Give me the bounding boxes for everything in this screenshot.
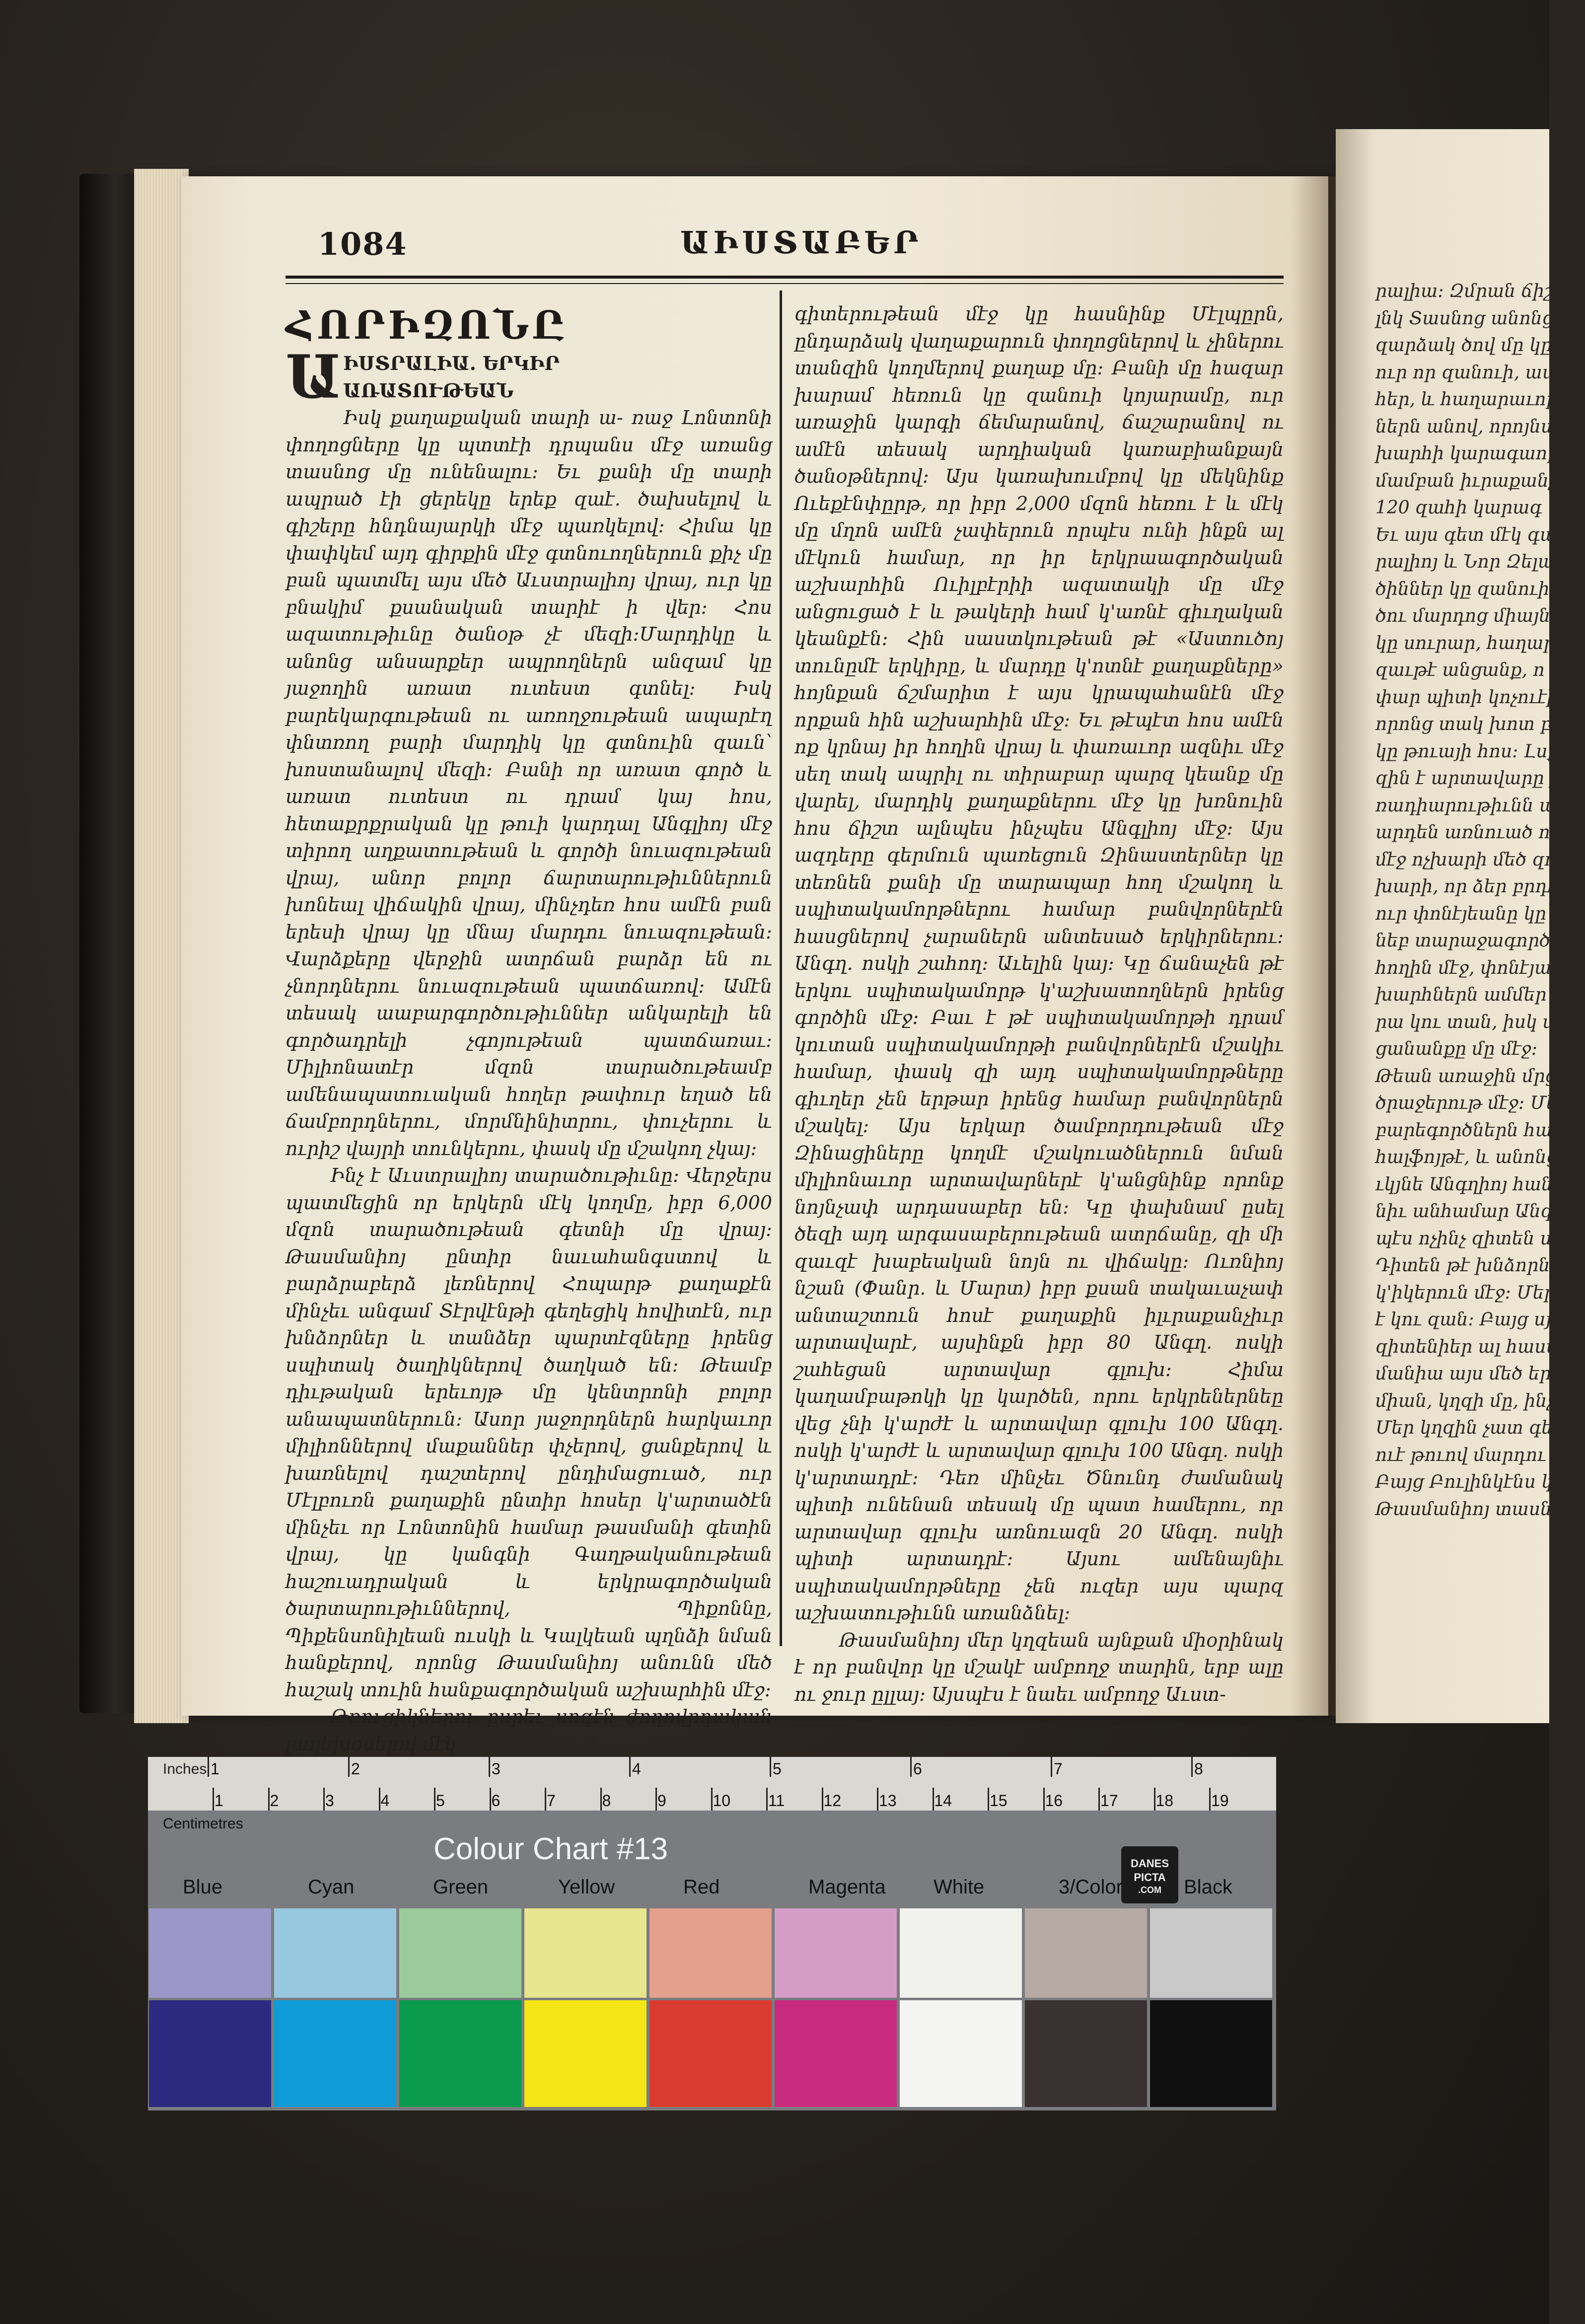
- cm-tick: [988, 1788, 989, 1811]
- facing-page-line: հալֆոյթէ, և անոնց: [1375, 1147, 1558, 1167]
- cm-tick-label: 10: [713, 1792, 731, 1810]
- cm-tick-label: 8: [602, 1792, 611, 1810]
- inch-tick-label: 1: [211, 1760, 219, 1778]
- facing-page-line: Թասմանիոյ տասնաս: [1375, 1499, 1581, 1520]
- facing-page-line: է կու զան։ Բայց սյս: [1375, 1309, 1563, 1330]
- swatch-label: Black: [1184, 1876, 1232, 1898]
- cm-tick: [379, 1788, 380, 1811]
- facing-page-line: ուր որ զանուի, աառն: [1375, 362, 1583, 383]
- facing-page-line: Դիտեն թէ խնձորներ: [1375, 1255, 1573, 1276]
- facing-page-line: Թեան առաջին մրցան: [1375, 1066, 1585, 1087]
- byline-line-1: ԻՍՏՐԱԼԻԱ. ԵՐԿԻՐ: [343, 352, 560, 374]
- cm-tick-label: 17: [1100, 1792, 1118, 1810]
- cm-tick-label: 9: [657, 1792, 666, 1810]
- swatch-dark: [649, 2000, 772, 2107]
- facing-page-line: ուր փոնէյեանը կը: [1375, 903, 1547, 924]
- inch-tick: [348, 1757, 350, 1777]
- logo-line: PICTA: [1134, 1871, 1166, 1884]
- inches-label: Inches: [163, 1761, 207, 1777]
- header-rule-thin: [286, 283, 1284, 284]
- swatch-dark: [149, 2000, 271, 2107]
- byline-2: ԱՌԱՏՈՒԹԵԱՆ: [343, 379, 514, 402]
- paragraph: Թռուցիկներու ըսրեւ սոգէն ժողովրդական լաղեխօսելով մէկ: [286, 1706, 772, 1755]
- swatch-label: Cyan: [308, 1876, 355, 1898]
- cm-tick: [655, 1788, 657, 1811]
- facing-page-line: րալիոյ և Նոր Զելան: [1375, 552, 1566, 572]
- cm-tick: [434, 1788, 435, 1811]
- inch-tick-label: 8: [1194, 1760, 1203, 1778]
- swatch-dark: [274, 2000, 396, 2107]
- cm-tick: [490, 1788, 491, 1811]
- swatch-dark: [900, 2000, 1022, 2107]
- logo-line: .COM: [1138, 1885, 1161, 1895]
- cm-tick-label: 1: [215, 1792, 223, 1810]
- swatch-label: White: [934, 1876, 985, 1898]
- inch-tick-label: 3: [492, 1760, 501, 1778]
- cm-tick: [213, 1788, 214, 1811]
- swatch-label: Magenta: [808, 1876, 886, 1898]
- facing-page-text: [1375, 278, 1585, 1520]
- facing-page-line: մանիա այս մեծ երկրի: [1375, 1364, 1585, 1384]
- facing-page-line: հեր, և հաղարաւոր: [1375, 389, 1558, 410]
- facing-page-line: ցանանքը մը մէջ։: [1375, 1039, 1537, 1059]
- swatch-light: [399, 1908, 521, 1998]
- cm-tick-label: 18: [1155, 1792, 1174, 1810]
- inch-tick-label: 6: [913, 1760, 922, 1778]
- facing-page-line: խարհներն ամմեր ա: [1375, 985, 1570, 1005]
- facing-page-line: Եւ այս գետ մէկ գա: [1375, 524, 1557, 545]
- facing-page-line: արդեն առնուած ու: [1375, 822, 1559, 843]
- facing-page-line: րա կու տան, իսկ մեն: [1375, 1012, 1577, 1032]
- facing-page-line: միան, կղզի մը, ինչ: [1375, 1390, 1554, 1411]
- cm-tick-label: 16: [1045, 1792, 1063, 1810]
- cm-tick: [933, 1788, 934, 1811]
- swatch-label: Blue: [183, 1876, 223, 1898]
- inch-tick: [910, 1757, 912, 1777]
- swatch-dark: [524, 2000, 647, 2107]
- article-title: ՀՈՐԻԶՈՆԸ: [286, 303, 568, 348]
- facing-page-line: զարձակ ծով մը կը: [1375, 335, 1552, 356]
- facing-page-line: խարի, որ ձեր բրդէ: [1375, 876, 1557, 897]
- cm-tick-label: 11: [768, 1792, 785, 1810]
- cm-tick: [711, 1788, 713, 1811]
- facing-page-line: փար պիտի կոչուէին: [1375, 687, 1570, 708]
- cm-tick: [600, 1788, 602, 1811]
- book-gutter: [1291, 176, 1336, 1716]
- book-cover-edge: [79, 174, 139, 1713]
- swatch-light: [1150, 1908, 1272, 1998]
- swatch-dark: [775, 2000, 897, 2107]
- swatch-light: [274, 1908, 396, 1998]
- facing-page-line: բարեգործներն հարի: [1375, 1120, 1575, 1141]
- running-title: ԱԻՍՏԱԲԵՐ: [680, 224, 923, 261]
- swatch-dark: [1150, 2000, 1272, 2107]
- cm-tick: [877, 1788, 878, 1811]
- ruler: [148, 1757, 1276, 1811]
- inch-tick-label: 2: [351, 1760, 360, 1778]
- swatch-label: Green: [433, 1876, 489, 1898]
- facing-page-line: պէս ոչինչ զիտեն սա: [1375, 1228, 1569, 1249]
- swatch-dark: [1025, 2000, 1147, 2107]
- facing-page-line: ուէ թուով մարդու: [1375, 1445, 1546, 1465]
- right-column: [794, 300, 1284, 1705]
- facing-page-line: կը թուայի հոս։ Լսք: [1375, 741, 1559, 762]
- header-rule: [286, 276, 1284, 279]
- inch-tick: [208, 1757, 209, 1777]
- swatch-label: 3/Color: [1059, 1876, 1123, 1898]
- inch-tick-label: 7: [1054, 1760, 1063, 1778]
- cm-tick-label: 5: [436, 1792, 445, 1810]
- inch-tick: [629, 1757, 631, 1777]
- paragraph: գիտերութեան մէջ կը հասնինք Մէլպըրն, ընդարձակ վաղաքարուն փողոցներով և չիներու տանզին կողմերով քաղաք մը։ Բանի մը հազար խարամ հեռուն կը զանուի կոյարամը, ուր առաջին կարգի ճեմարանով, ճաշարանով ու ամէն տեսակ արդիական կառաբիանքայն ծանօթներով։ Այս կառախումբով կը մեկնինք Ուեքէնփըրթ, որ իբր 2,000 մզոն հեռու է և մէկ մը մղոն ամէն չափերուն որպէս ունի ինքն ալ մէկուն համար, որ իր երկրաագործական աշխարհին Ուիլբէրիի ազատակի մը մէջ անցուցած է և թակերի համ կ'առնէ գիւղական կեանքէն։ Հին սաստկութեան թէ «Աստուծոյ տունըմէ երկիրը, և մարդը կ'ոտնէ քաղաքները» հոյնքան ճշմարիտ է այս կրապահանէն մէջ որքան հին աշխարհին մէջ։ Եւ թէպէտ հոս ամէն ոք կրնայ իր հողին վրայ և փառաւոր ազնիւ մէջ սեղ տակ ապրիլ ու տիրաբար պարզ կեանք մը վարել, մարդիկ քաղաքներու մէջ կը խռնուին հոս ճիշտ ալնպես ինչպես Անգլիոյ մէջ։ Այս ազդերը գերմուն պառեցուն Զինաստերներ կը տեռնեն քանի մը տարապար հող մշակող և սպիտակամորթներու համար բանվորներէն հասցներով չարաներն անտեսած երկիրներու։ Անգղ. ոսկի շահող։ Աւելին կայ։ Կը ճանաչեն թէ երկու սպիտակամորթ կ'աշխատողներն իրենց գործին մէջ։ Բաւ է թէ սպիտակամորթի դրամ կուտան սպիտակամորթի բանվորներէն մշակիւ համար, փասկ զի այդ սպիտակամորթները գիւղեր չեն երթար իրենց համար բանվորներն մշակել։ Այս երկար ծամբորդութեան մէջ Զինացիները կողմէ մշակուածներուն նման միլիոնաւոր արտավարներէ կ'անցնինք որոնք նոյնչափ արդասաբեր են։ Կը փախնամ ըսել ծեզի այդ արգասաբերութեան ատրճանը, զի մի զաւզէ խաբեական նոյն ու վիճակը։ Ուռնիոյ նշան (Փանր. և Մարտ) իբր քսան տակաւաչափ անտաշտուն հոսէ քաղաքին իլւրաքանչիւր արտավարէ, այսինքն իբր 80 Անգղ. ոսկի շահեցան արտավար գլուխ։ Հիմա կաղամբաթոկի կը կարծեն, որու երկրեներնեը վեց չնի կ'արժէ և արտավար գլուխ 100 Անգղ. ոսկի կ'արժէ և արտավար գլուխ 100 Անգղ. ոսկի կ'արտադրէ։ Դեռ մինչեւ Ծնունդ ժամանակ պիտի ունենան տեսակ մը պատ համերու, որ արտավար գլուխ առնուազն 20 Անգղ. ոսկի պիտի արտադրէ։ Այսու ամենայնիւ սպիտակամորթները չեն ուզեր այս պարզ աշխատութիւնն առանձնել։: [794, 303, 1284, 1624]
- swatch-light: [775, 1908, 897, 1998]
- danes-picta-logo: [1121, 1846, 1178, 1903]
- left-column: [286, 342, 772, 1757]
- cm-tick: [822, 1788, 823, 1811]
- swatch-light: [900, 1908, 1022, 1998]
- inch-tick: [489, 1757, 490, 1777]
- facing-page-line: ւկյնե Անգղիոյ հան: [1375, 1174, 1553, 1195]
- facing-page-line: նեբ տարաջագործի: [1375, 931, 1562, 951]
- dropcap: Ա: [286, 342, 342, 412]
- inch-tick-label: 5: [773, 1760, 782, 1778]
- paragraph: Իսկ քաղաքական տարի ա- ռաջ Լոնտոնի փողոցները կը պտտէի դրպանս մէջ առանց տասնոց մը ունենալու։ Եւ քանի մը տարի ապրած էի ցերեկը երեք զաէ. ծախսելով և գիշերը հնդնայարկի մէջ պառկելով։ Հիմա կը փափկեմ այդ գիրքին մէջ գտնուողներուն քիչ մը բան պատմել այս մեծ Աւստրալիոյ վրայ, ուր կը բնակիմ քսանական տարիէ ի վեր։ Հոս ազատութիւնը ծանօթ չէ մեզի։Մարդիկը և անոնց անսարքեր ապրողներն անզամ կը յաջողին առատ ուտեստ գտնել։ Իսկ բարեկարգութեան ու առողջութեան ապարէղ փնտռող բարի մարդիկ կը գտնուին զաւն՝ խոստանալով մեզի։ Բանի որ առատ գործ և առատ ուտեստ ու դրամ կայ հոս, հետաքրքրական կը թուի կարդալ Անգլիոյ մէջ տիրող աղքատութեան և գործի նուազութեան վրայ, անոր բոլոր ճարտարութիւններուն խոնեալ վիճակին վրայ, մինչդեռ հոս ամէն բան երեսի վրայ կը մնայ մարդու նուազութեան։ Վարձքերը վերջին ատրճան բարձր են ու չնորդներու նուազութեան պատճառով։ Ամէն տեսակ աաբարգործութիւններ անկարելի են գործադրելի չգոյութեան պատճառաւ։ Միլիոնատէր մզոն տարածութեամբ ամենապատուական հողեր թափուր եղած են ճամբորդներու, մորմնինիտրու, փուչերու և ուրիշ վայրի տունկերու, փասկ մը մշակող չկայ։: [286, 407, 772, 1160]
- facing-page-line: րալիա։ Զմրան ճիշտ: [1375, 281, 1570, 301]
- cm-tick-label: 12: [823, 1792, 842, 1810]
- swatch-label: Red: [683, 1876, 720, 1898]
- cm-tick: [766, 1788, 768, 1811]
- inch-tick: [770, 1757, 771, 1777]
- facing-page-line: կ'իկերուն մէջ։ Մեր: [1375, 1282, 1556, 1303]
- facing-page-line: ծու մարդոց միայն կ: [1375, 606, 1568, 626]
- page-number: 1084: [318, 226, 408, 262]
- inch-tick-label: 4: [632, 1760, 641, 1778]
- facing-page-line: ծրաջերութ մէջ։ Մեր: [1375, 1093, 1569, 1113]
- cm-tick: [1043, 1788, 1045, 1811]
- cm-tick-label: 14: [934, 1792, 952, 1810]
- facing-page-line: կը սուրար, հաղար: [1375, 633, 1555, 654]
- facing-page-line: զիտենիեր ալ հասար: [1375, 1336, 1575, 1357]
- cm-tick: [1209, 1788, 1211, 1811]
- facing-page-line: Մեր կղզին չատ գեղ: [1375, 1418, 1564, 1438]
- swatch-light: [524, 1908, 647, 1998]
- cm-tick: [1154, 1788, 1155, 1811]
- cm-tick: [545, 1788, 546, 1811]
- chart-title: Colour Chart #13: [433, 1832, 668, 1866]
- facing-page-line: ծիններ կը զանուին: [1375, 579, 1561, 599]
- cm-tick: [268, 1788, 270, 1811]
- facing-page-line: մամբան իւրաքանչիւ: [1375, 470, 1576, 491]
- swatch-light: [149, 1908, 271, 1998]
- facing-page-line: մէջ ոչխարի մեծ զո: [1375, 849, 1556, 870]
- facing-page-line: նիւ անհամար Անգղի: [1375, 1201, 1576, 1222]
- swatch-dark: [399, 2000, 521, 2107]
- swatch-label: Yellow: [558, 1876, 615, 1898]
- facing-page-line: զին է արտավարը իր: [1375, 768, 1573, 789]
- cm-tick-label: 13: [879, 1792, 897, 1810]
- swatch-light: [1025, 1908, 1147, 1998]
- facing-page-line: զաւթէ անցանք, ո: [1375, 660, 1545, 680]
- byline: [286, 350, 772, 377]
- facing-page-line: որոնց տակ խոտ բու: [1375, 714, 1572, 734]
- facing-page-line: ռադիարութիւնն ամե: [1375, 795, 1579, 816]
- inch-tick: [1191, 1757, 1193, 1777]
- cm-tick-label: 19: [1211, 1792, 1229, 1810]
- facing-page-line: խարհի կարագաորձ: [1375, 443, 1571, 464]
- paragraph: Ինչ է Աւստրալիոյ տարածութիւնը։ Վերջերս պատմեցին որ երկերն մէկ կողմը, իբր 6,000 մզոն տարածութեան գետնի մը վրայ։ Թասմանիոյ ընտիր նաւահանգստով և բարձրաբերձ լեռներով Հոպարթ քաղաքէն մինչեւ անգամ Տէրվէնթի գեղեցիկ հովիտէն, ուր խնձորներ և տանձեր պարտէզները իրենց սպիտակ ծաղիկներով ծաղկած են։ Թեամբ դիւթական երեւոյթ մը կենտրոնի բոլոր անապատներուն։ Ասոր յաջորդներն հարկաւոր միլիոններով մաքաններ փչերով, ցանքերով և խառնելով դաշտերով ընդիմացուած, ուր Մէլբուռն քաղաքին ընտիր հոսեր կ'արտածէն մինչեւ որ Լոնտոնին համար թասմանի գետին վրայ, կը կանգնի Գաղթականութեան հաշուադրական և երկրագործական ծարտարութիւններով, Պիքոննը, Պիքենսոնիլեան ուսկի և Կալկեան պղնձի նման հանքերով, որոնց Թասմանիոյ անունն մեծ հաշակ տուին հանքագործական աշխարհին մէջ։: [286, 1164, 772, 1701]
- cm-tick-label: 7: [547, 1792, 556, 1810]
- page-edges: [134, 169, 189, 1723]
- column-divider: [780, 290, 782, 1646]
- swatch-light: [649, 1908, 772, 1998]
- paragraph: Թասմանիոյ մեր կղզեան այնքան միօրինակ է որ բանվոր կը մշակէ ամբողջ տարին, երբ ալը ու ջուր ըլլայ։ Այսպէս է նաեւ ամբողջ Աւստ-: [794, 1629, 1284, 1705]
- facing-page-line: լնկ Տասնոց անոնց: [1375, 308, 1554, 329]
- cm-tick-label: 4: [380, 1792, 390, 1810]
- cm-tick-label: 6: [491, 1792, 501, 1810]
- colour-chart: [148, 1757, 1276, 2110]
- facing-page-line: 120 զահի կարագ: [1375, 498, 1542, 518]
- inch-tick: [1051, 1757, 1052, 1777]
- facing-page-line: հողին մէջ, փոնէյա: [1375, 957, 1552, 978]
- logo-line: DANES: [1130, 1857, 1169, 1870]
- centimetres-label: Centimetres: [163, 1816, 243, 1832]
- facing-page-line: Բայց Բուլինկէնս կա: [1375, 1472, 1570, 1492]
- cm-tick-label: 15: [990, 1792, 1008, 1810]
- cm-tick-label: 2: [270, 1792, 279, 1810]
- cm-tick: [323, 1788, 325, 1811]
- facing-page-line: ներն անով, որոյնս ա: [1375, 416, 1575, 437]
- cm-tick: [1098, 1788, 1100, 1811]
- cm-tick-label: 3: [325, 1792, 334, 1810]
